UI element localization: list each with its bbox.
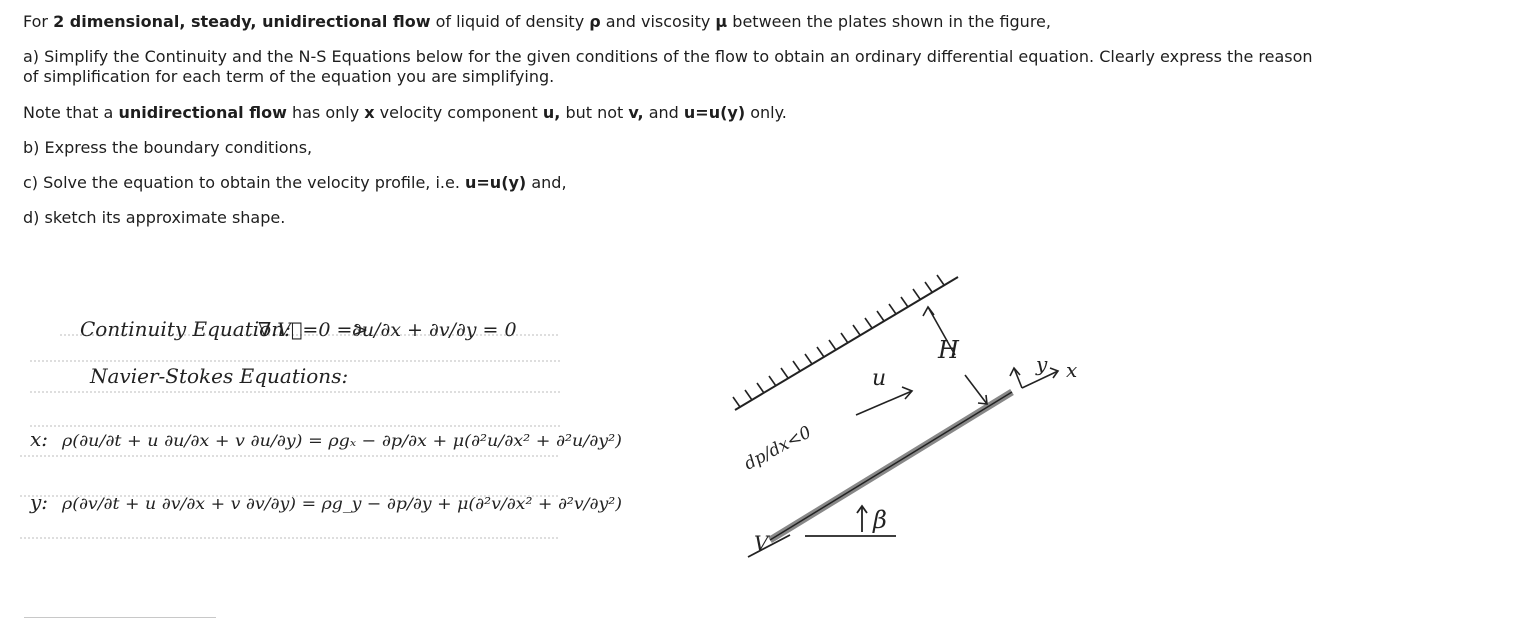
pressure-gradient-label: dp/dx<0 [740,422,815,475]
y-momentum-equation: ρ(∂v/∂t + u ∂v/∂x + v ∂v/∂y) = ρg_y − ∂p/∂y + μ(∂²v/∂x² + ∂²v/∂y²) [60,494,623,513]
intro-text-3: and viscosity [600,12,716,31]
note-bold-v: v, [628,103,644,122]
continuity-equation: ∂u/∂x + ∂v/∂y = 0 [352,319,517,341]
intro-text-4: between the plates shown in the figure, [727,12,1051,31]
intro-text-1: For [23,12,54,31]
axis-x-label: x [1066,358,1078,382]
continuity-label: Continuity Equation: [80,317,291,341]
part-d-line: d) sketch its approximate shape. [23,208,286,227]
axis-y-label: y [1036,352,1048,376]
note-text-1: Note that a [23,103,119,122]
navier-stokes-label: Navier-Stokes Equations: [90,364,349,388]
note-bold-x: x [364,103,375,122]
note-bold-u: u, [542,103,561,122]
upper-plate [733,275,958,410]
part-c-text-1: c) Solve the equation to obtain the velocity profile, i.e. [23,173,465,192]
lower-plate [770,392,1012,540]
note-text-5: and [643,103,684,122]
intro-bold-flow-type: 2 dimensional, steady, unidirectional flow [53,12,431,31]
note-text-4: but not [560,103,629,122]
part-b-line: b) Express the boundary conditions, [23,138,313,157]
note-text-3: velocity component [374,103,543,122]
coordinate-axes [1010,368,1058,388]
note-text-6: only. [745,103,787,122]
part-a-line-1: a) Simplify the Continuity and the N-S Equations below for the given conditions of the flow to obtain an ordinary differential equation. Clearly express the reason [23,47,1313,66]
part-c-text-2: and, [526,173,567,192]
note-text-2: has only [286,103,365,122]
note-bold-unidirectional: unidirectional flow [118,103,287,122]
flow-direction-arrow [856,387,912,415]
x-momentum-equation: ρ(∂u/∂t + u ∂u/∂x + v ∂u/∂y) = ρgₓ − ∂p/∂x + μ(∂²u/∂x² + ∂²u/∂y²) [60,431,623,450]
gap-label: H [938,336,959,364]
continuity-vector-form: ∇.V⃗=0 => [258,319,369,341]
part-c-bold-u-of-y: u=u(y) [465,173,527,192]
intro-bold-density: ρ [589,12,601,31]
intro-bold-viscosity: μ [715,12,728,31]
part-a-line-2: of simplification for each term of the equation you are simplifying. [23,67,555,86]
bottom-divider [24,617,216,618]
y-momentum-label: y: [30,490,49,514]
angle-label: β [873,506,887,534]
note-bold-u-of-y: u=u(y) [683,103,746,122]
flow-velocity-label: u [872,366,887,391]
intro-text-2: of liquid of density [430,12,590,31]
x-momentum-label: x: [30,427,49,451]
gravity-label: V [754,531,769,555]
